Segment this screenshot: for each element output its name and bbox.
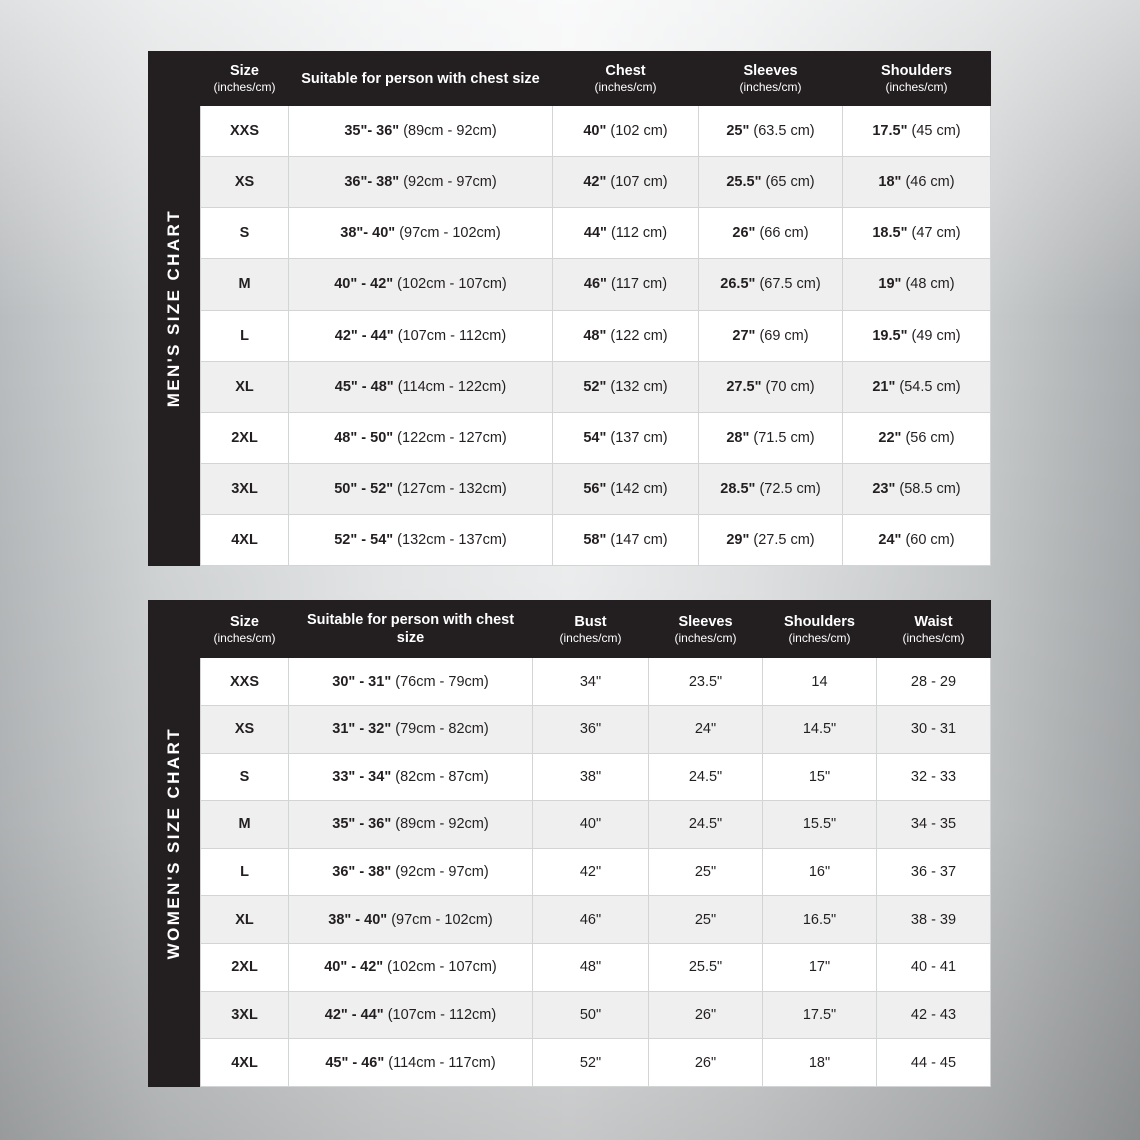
womens-cell-size: XL xyxy=(201,896,289,944)
mens-cell-suitable: 45" - 48" (114cm - 122cm) xyxy=(289,361,553,412)
womens-cell-waist: 42 - 43 xyxy=(877,991,991,1039)
womens-cell-suitable: 36" - 38" (92cm - 97cm) xyxy=(289,848,533,896)
table-row xyxy=(201,896,991,944)
table-row xyxy=(201,412,991,463)
womens-cell-suitable: 30" - 31" (76cm - 79cm) xyxy=(289,658,533,706)
mens-col-header-shoulders: Shoulders (inches/cm) xyxy=(843,52,991,106)
table-row xyxy=(201,944,991,992)
mens-cell-size: M xyxy=(201,259,289,310)
womens-cell-bust: 40" xyxy=(533,801,649,849)
womens-size-chart-table xyxy=(200,600,991,1087)
womens-cell-size: S xyxy=(201,753,289,801)
mens-cell-size: L xyxy=(201,310,289,361)
womens-cell-size: L xyxy=(201,848,289,896)
table-row xyxy=(201,753,991,801)
womens-cell-bust: 36" xyxy=(533,705,649,753)
table-row xyxy=(201,848,991,896)
womens-cell-sleeves: 25" xyxy=(649,848,763,896)
mens-cell-suitable: 52" - 54" (132cm - 137cm) xyxy=(289,514,553,565)
womens-cell-bust: 48" xyxy=(533,944,649,992)
mens-cell-suitable: 50" - 52" (127cm - 132cm) xyxy=(289,463,553,514)
womens-cell-size: M xyxy=(201,801,289,849)
womens-cell-shoulders: 14 xyxy=(763,658,877,706)
mens-cell-suitable: 36"- 38" (92cm - 97cm) xyxy=(289,157,553,208)
womens-cell-waist: 30 - 31 xyxy=(877,705,991,753)
mens-cell-shoulders: 19.5" (49 cm) xyxy=(843,310,991,361)
womens-cell-shoulders: 14.5" xyxy=(763,705,877,753)
mens-cell-suitable: 48" - 50" (122cm - 127cm) xyxy=(289,412,553,463)
womens-cell-bust: 50" xyxy=(533,991,649,1039)
womens-cell-bust: 34" xyxy=(533,658,649,706)
mens-cell-shoulders: 17.5" (45 cm) xyxy=(843,106,991,157)
womens-cell-sleeves: 26" xyxy=(649,1039,763,1087)
table-row xyxy=(201,310,991,361)
mens-col-header-sleeves: Sleeves (inches/cm) xyxy=(699,52,843,106)
mens-chart-side-label xyxy=(148,51,200,566)
womens-cell-bust: 46" xyxy=(533,896,649,944)
womens-cell-suitable: 45" - 46" (114cm - 117cm) xyxy=(289,1039,533,1087)
mens-cell-size: 3XL xyxy=(201,463,289,514)
table-row xyxy=(201,991,991,1039)
mens-cell-chest: 44" (112 cm) xyxy=(553,208,699,259)
womens-cell-sleeves: 25" xyxy=(649,896,763,944)
womens-cell-suitable: 31" - 32" (79cm - 82cm) xyxy=(289,705,533,753)
womens-chart-side-label-text: WOMEN'S SIZE CHART xyxy=(164,727,183,960)
womens-cell-bust: 38" xyxy=(533,753,649,801)
womens-cell-waist: 34 - 35 xyxy=(877,801,991,849)
womens-cell-size: 2XL xyxy=(201,944,289,992)
womens-cell-suitable: 33" - 34" (82cm - 87cm) xyxy=(289,753,533,801)
womens-cell-size: 3XL xyxy=(201,991,289,1039)
mens-cell-size: XL xyxy=(201,361,289,412)
mens-cell-shoulders: 22" (56 cm) xyxy=(843,412,991,463)
mens-cell-shoulders: 18.5" (47 cm) xyxy=(843,208,991,259)
womens-chart-side-label xyxy=(148,600,200,1087)
womens-cell-size: XXS xyxy=(201,658,289,706)
womens-cell-shoulders: 16" xyxy=(763,848,877,896)
womens-cell-shoulders: 17" xyxy=(763,944,877,992)
womens-cell-waist: 38 - 39 xyxy=(877,896,991,944)
mens-cell-size: 4XL xyxy=(201,514,289,565)
mens-cell-chest: 58" (147 cm) xyxy=(553,514,699,565)
table-row xyxy=(201,658,991,706)
mens-cell-size: XS xyxy=(201,157,289,208)
mens-size-chart-block xyxy=(148,51,991,566)
mens-cell-shoulders: 24" (60 cm) xyxy=(843,514,991,565)
womens-col-header-waist: Waist (inches/cm) xyxy=(877,601,991,658)
table-row xyxy=(201,801,991,849)
womens-cell-waist: 32 - 33 xyxy=(877,753,991,801)
mens-chart-side-label-text: MEN'S SIZE CHART xyxy=(164,209,183,408)
mens-cell-shoulders: 19" (48 cm) xyxy=(843,259,991,310)
womens-cell-sleeves: 25.5" xyxy=(649,944,763,992)
table-row xyxy=(201,106,991,157)
mens-cell-suitable: 35"- 36" (89cm - 92cm) xyxy=(289,106,553,157)
mens-cell-sleeves: 28.5" (72.5 cm) xyxy=(699,463,843,514)
mens-cell-sleeves: 27" (69 cm) xyxy=(699,310,843,361)
womens-col-header-size: Size (inches/cm) xyxy=(201,601,289,658)
womens-col-header-bust: Bust (inches/cm) xyxy=(533,601,649,658)
mens-cell-chest: 46" (117 cm) xyxy=(553,259,699,310)
womens-cell-waist: 40 - 41 xyxy=(877,944,991,992)
mens-cell-chest: 48" (122 cm) xyxy=(553,310,699,361)
womens-cell-shoulders: 15.5" xyxy=(763,801,877,849)
mens-cell-chest: 54" (137 cm) xyxy=(553,412,699,463)
mens-header-row xyxy=(201,52,991,106)
womens-cell-sleeves: 24" xyxy=(649,705,763,753)
table-row xyxy=(201,208,991,259)
womens-cell-waist: 44 - 45 xyxy=(877,1039,991,1087)
mens-cell-shoulders: 23" (58.5 cm) xyxy=(843,463,991,514)
womens-cell-shoulders: 18" xyxy=(763,1039,877,1087)
table-row xyxy=(201,514,991,565)
womens-cell-size: 4XL xyxy=(201,1039,289,1087)
womens-cell-suitable: 35" - 36" (89cm - 92cm) xyxy=(289,801,533,849)
mens-cell-size: XXS xyxy=(201,106,289,157)
mens-cell-size: 2XL xyxy=(201,412,289,463)
womens-cell-suitable: 42" - 44" (107cm - 112cm) xyxy=(289,991,533,1039)
womens-col-header-shoulders: Shoulders (inches/cm) xyxy=(763,601,877,658)
womens-cell-waist: 36 - 37 xyxy=(877,848,991,896)
womens-cell-shoulders: 15" xyxy=(763,753,877,801)
womens-cell-sleeves: 26" xyxy=(649,991,763,1039)
womens-col-header-sleeves: Sleeves (inches/cm) xyxy=(649,601,763,658)
mens-cell-sleeves: 25" (63.5 cm) xyxy=(699,106,843,157)
womens-table-head xyxy=(201,601,991,658)
mens-table-body xyxy=(201,106,991,566)
table-row xyxy=(201,705,991,753)
mens-col-header-chest: Chest (inches/cm) xyxy=(553,52,699,106)
mens-cell-chest: 40" (102 cm) xyxy=(553,106,699,157)
womens-cell-shoulders: 16.5" xyxy=(763,896,877,944)
mens-cell-sleeves: 25.5" (65 cm) xyxy=(699,157,843,208)
table-row xyxy=(201,157,991,208)
womens-size-chart-block xyxy=(148,600,991,1087)
mens-col-header-suitable: Suitable for person with chest size xyxy=(289,52,553,106)
mens-cell-suitable: 38"- 40" (97cm - 102cm) xyxy=(289,208,553,259)
mens-cell-sleeves: 28" (71.5 cm) xyxy=(699,412,843,463)
womens-cell-sleeves: 23.5" xyxy=(649,658,763,706)
table-row xyxy=(201,259,991,310)
womens-cell-bust: 42" xyxy=(533,848,649,896)
mens-cell-sleeves: 27.5" (70 cm) xyxy=(699,361,843,412)
mens-col-header-size: Size (inches/cm) xyxy=(201,52,289,106)
mens-size-chart-table xyxy=(200,51,991,566)
mens-cell-shoulders: 21" (54.5 cm) xyxy=(843,361,991,412)
womens-cell-size: XS xyxy=(201,705,289,753)
mens-cell-size: S xyxy=(201,208,289,259)
womens-cell-shoulders: 17.5" xyxy=(763,991,877,1039)
mens-cell-chest: 52" (132 cm) xyxy=(553,361,699,412)
womens-cell-suitable: 40" - 42" (102cm - 107cm) xyxy=(289,944,533,992)
womens-cell-suitable: 38" - 40" (97cm - 102cm) xyxy=(289,896,533,944)
mens-cell-sleeves: 26.5" (67.5 cm) xyxy=(699,259,843,310)
mens-cell-sleeves: 29" (27.5 cm) xyxy=(699,514,843,565)
mens-cell-chest: 56" (142 cm) xyxy=(553,463,699,514)
womens-cell-sleeves: 24.5" xyxy=(649,801,763,849)
womens-cell-waist: 28 - 29 xyxy=(877,658,991,706)
womens-col-header-suitable: Suitable for person with chest size xyxy=(289,601,533,658)
table-row xyxy=(201,1039,991,1087)
table-row xyxy=(201,463,991,514)
table-row xyxy=(201,361,991,412)
womens-header-row xyxy=(201,601,991,658)
mens-cell-sleeves: 26" (66 cm) xyxy=(699,208,843,259)
mens-cell-suitable: 40" - 42" (102cm - 107cm) xyxy=(289,259,553,310)
mens-table-head xyxy=(201,52,991,106)
mens-cell-shoulders: 18" (46 cm) xyxy=(843,157,991,208)
womens-cell-bust: 52" xyxy=(533,1039,649,1087)
mens-cell-chest: 42" (107 cm) xyxy=(553,157,699,208)
mens-cell-suitable: 42" - 44" (107cm - 112cm) xyxy=(289,310,553,361)
womens-table-body xyxy=(201,658,991,1087)
womens-cell-sleeves: 24.5" xyxy=(649,753,763,801)
